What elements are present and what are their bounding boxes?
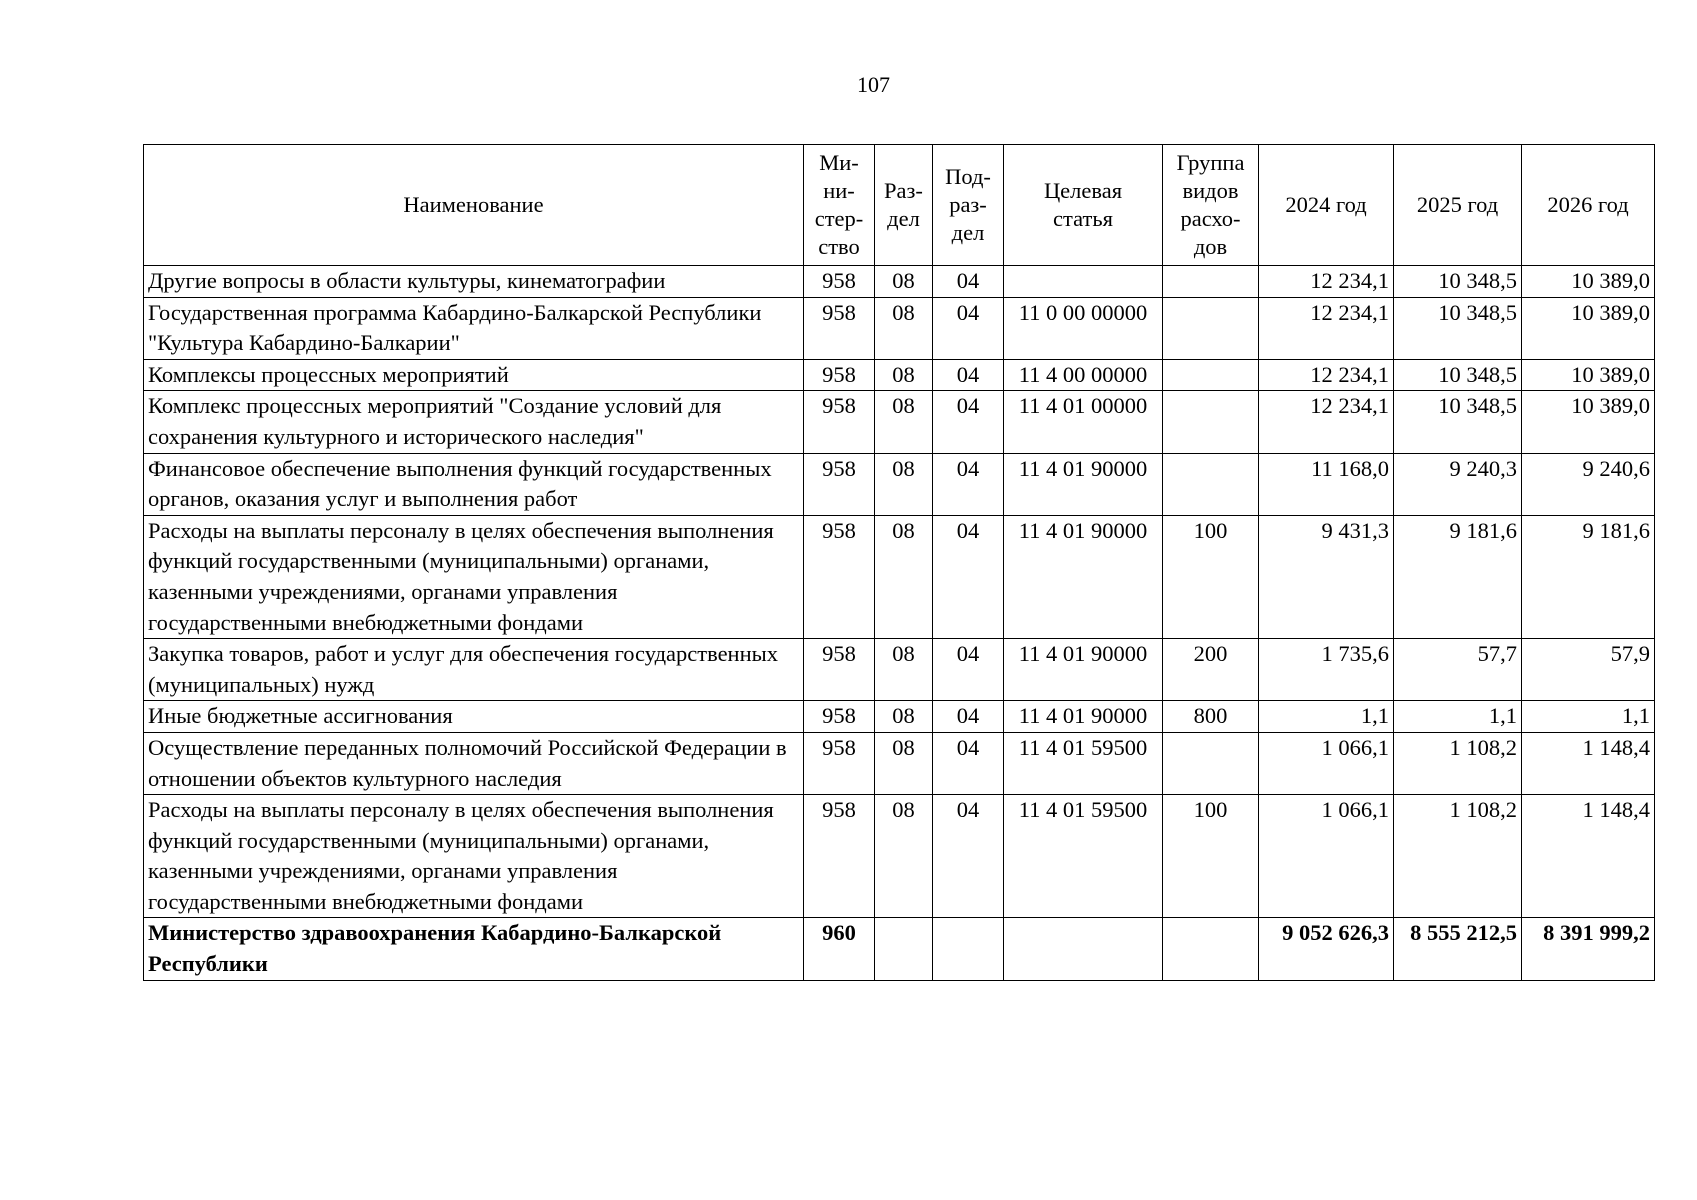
row-section: 08 <box>875 515 933 638</box>
row-section: 08 <box>875 701 933 733</box>
row-name: Государственная программа Кабардино-Балкарской Республики "Культура Кабардино-Балкарии" <box>144 297 804 359</box>
row-ministry: 958 <box>804 639 875 701</box>
row-name: Расходы на выплаты персоналу в целях обеспечения выполнения функций государственными (муниципальными) органами, казенными учреждениями, органами управления государственными внебюджетными фондами <box>144 795 804 918</box>
row-2025: 10 348,5 <box>1394 391 1522 453</box>
row-ministry: 958 <box>804 266 875 298</box>
row-expense-group: 100 <box>1163 795 1259 918</box>
table-row <box>144 266 1655 298</box>
row-ministry: 958 <box>804 795 875 918</box>
row-2024: 1 735,6 <box>1259 639 1394 701</box>
row-subsection: 04 <box>933 515 1004 638</box>
row-2025: 1,1 <box>1394 701 1522 733</box>
row-2026: 9 181,6 <box>1522 515 1655 638</box>
row-2025: 10 348,5 <box>1394 359 1522 391</box>
header-subsection: Под- раз- дел <box>933 145 1004 266</box>
row-2026: 1,1 <box>1522 701 1655 733</box>
row-expense-group <box>1163 359 1259 391</box>
row-2026: 10 389,0 <box>1522 359 1655 391</box>
row-section: 08 <box>875 639 933 701</box>
row-expense-group <box>1163 266 1259 298</box>
row-ministry: 960 <box>804 918 875 980</box>
budget-table <box>143 144 1655 981</box>
row-2024: 12 234,1 <box>1259 297 1394 359</box>
row-2024: 9 052 626,3 <box>1259 918 1394 980</box>
header-target: Целевая статья <box>1004 145 1163 266</box>
row-subsection: 04 <box>933 453 1004 515</box>
row-section: 08 <box>875 297 933 359</box>
header-section: Раз- дел <box>875 145 933 266</box>
row-2026: 8 391 999,2 <box>1522 918 1655 980</box>
row-subsection: 04 <box>933 266 1004 298</box>
row-expense-group <box>1163 918 1259 980</box>
row-2024: 11 168,0 <box>1259 453 1394 515</box>
row-section: 08 <box>875 453 933 515</box>
row-expense-group: 200 <box>1163 639 1259 701</box>
table-row <box>144 453 1655 515</box>
row-2026: 10 389,0 <box>1522 266 1655 298</box>
row-subsection: 04 <box>933 701 1004 733</box>
row-expense-group: 800 <box>1163 701 1259 733</box>
row-target: 11 4 01 00000 <box>1004 391 1163 453</box>
row-name: Осуществление переданных полномочий Российской Федерации в отношении объектов культурного наследия <box>144 732 804 794</box>
row-subsection: 04 <box>933 391 1004 453</box>
row-ministry: 958 <box>804 732 875 794</box>
row-name: Иные бюджетные ассигнования <box>144 701 804 733</box>
row-target: 11 4 01 90000 <box>1004 701 1163 733</box>
row-2024: 12 234,1 <box>1259 391 1394 453</box>
row-target: 11 4 01 90000 <box>1004 639 1163 701</box>
row-target: 11 4 00 00000 <box>1004 359 1163 391</box>
table-row <box>144 359 1655 391</box>
row-name: Комплексы процессных мероприятий <box>144 359 804 391</box>
header-2026: 2026 год <box>1522 145 1655 266</box>
table-row <box>144 795 1655 918</box>
row-2024: 1,1 <box>1259 701 1394 733</box>
row-2025: 10 348,5 <box>1394 297 1522 359</box>
row-name: Комплекс процессных мероприятий "Создание условий для сохранения культурного и исторического наследия" <box>144 391 804 453</box>
row-expense-group <box>1163 391 1259 453</box>
row-2024: 1 066,1 <box>1259 732 1394 794</box>
row-name: Другие вопросы в области культуры, кинематографии <box>144 266 804 298</box>
row-2024: 12 234,1 <box>1259 266 1394 298</box>
row-target <box>1004 918 1163 980</box>
row-2024: 1 066,1 <box>1259 795 1394 918</box>
header-ministry: Ми- ни- стер- ство <box>804 145 875 266</box>
row-subsection <box>933 918 1004 980</box>
row-section: 08 <box>875 359 933 391</box>
table-row <box>144 391 1655 453</box>
table-row <box>144 297 1655 359</box>
row-section <box>875 918 933 980</box>
row-subsection: 04 <box>933 297 1004 359</box>
row-2026: 10 389,0 <box>1522 297 1655 359</box>
row-name: Министерство здравоохранения Кабардино-Балкарской Республики <box>144 918 804 980</box>
row-expense-group: 100 <box>1163 515 1259 638</box>
row-expense-group <box>1163 453 1259 515</box>
row-target: 11 4 01 59500 <box>1004 732 1163 794</box>
header-2024: 2024 год <box>1259 145 1394 266</box>
header-expense-group: Группа видов расхо- дов <box>1163 145 1259 266</box>
row-2026: 1 148,4 <box>1522 795 1655 918</box>
row-ministry: 958 <box>804 701 875 733</box>
row-name: Расходы на выплаты персоналу в целях обеспечения выполнения функций государственными (муниципальными) органами, казенными учреждениями, органами управления государственными внебюджетными фондами <box>144 515 804 638</box>
table-row <box>144 515 1655 638</box>
table-row-ministry-total <box>144 918 1655 980</box>
row-subsection: 04 <box>933 732 1004 794</box>
header-row <box>144 145 1655 266</box>
row-target: 11 4 01 90000 <box>1004 515 1163 638</box>
row-2026: 57,9 <box>1522 639 1655 701</box>
table-row <box>144 639 1655 701</box>
page-number: 107 <box>857 72 890 97</box>
row-section: 08 <box>875 391 933 453</box>
table-row <box>144 701 1655 733</box>
header-2025: 2025 год <box>1394 145 1522 266</box>
row-ministry: 958 <box>804 297 875 359</box>
row-expense-group <box>1163 732 1259 794</box>
row-section: 08 <box>875 266 933 298</box>
table-row <box>144 732 1655 794</box>
row-subsection: 04 <box>933 639 1004 701</box>
row-2026: 9 240,6 <box>1522 453 1655 515</box>
row-2025: 10 348,5 <box>1394 266 1522 298</box>
row-2025: 8 555 212,5 <box>1394 918 1522 980</box>
row-target <box>1004 266 1163 298</box>
row-expense-group <box>1163 297 1259 359</box>
row-subsection: 04 <box>933 359 1004 391</box>
row-target: 11 4 01 59500 <box>1004 795 1163 918</box>
row-2025: 1 108,2 <box>1394 795 1522 918</box>
row-ministry: 958 <box>804 515 875 638</box>
row-ministry: 958 <box>804 391 875 453</box>
row-name: Закупка товаров, работ и услуг для обеспечения государственных (муниципальных) нужд <box>144 639 804 701</box>
row-2026: 10 389,0 <box>1522 391 1655 453</box>
row-target: 11 4 01 90000 <box>1004 453 1163 515</box>
row-2025: 9 240,3 <box>1394 453 1522 515</box>
row-2025: 57,7 <box>1394 639 1522 701</box>
row-2025: 1 108,2 <box>1394 732 1522 794</box>
row-name: Финансовое обеспечение выполнения функций государственных органов, оказания услуг и выполнения работ <box>144 453 804 515</box>
row-2024: 12 234,1 <box>1259 359 1394 391</box>
row-2024: 9 431,3 <box>1259 515 1394 638</box>
row-subsection: 04 <box>933 795 1004 918</box>
row-section: 08 <box>875 795 933 918</box>
row-target: 11 0 00 00000 <box>1004 297 1163 359</box>
row-2025: 9 181,6 <box>1394 515 1522 638</box>
row-section: 08 <box>875 732 933 794</box>
row-ministry: 958 <box>804 359 875 391</box>
row-2026: 1 148,4 <box>1522 732 1655 794</box>
header-name: Наименование <box>144 145 804 266</box>
row-ministry: 958 <box>804 453 875 515</box>
